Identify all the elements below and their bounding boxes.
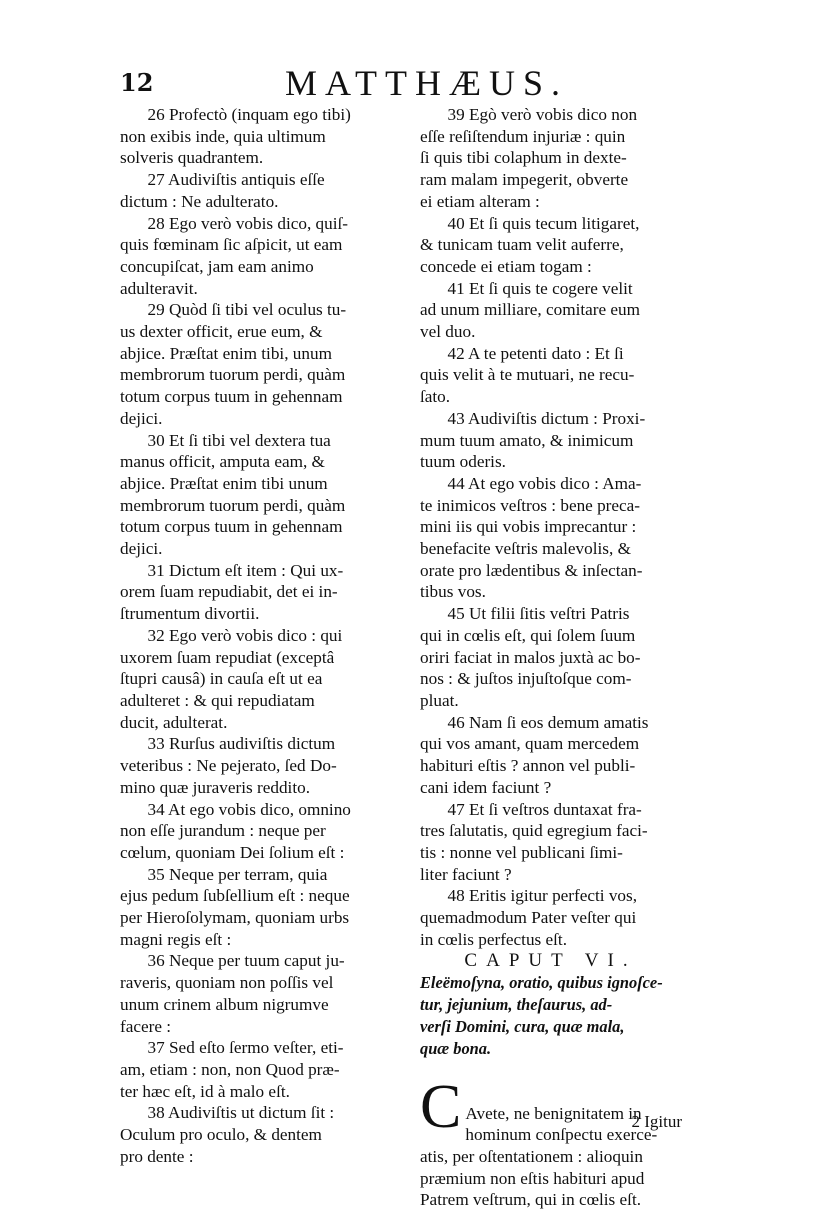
verse-47: 47 Et ſi veſtros duntaxat fra- tres ſalutatis, quid egregium faci- tis : nonne vel publicani ſimi- liter faciunt ? — [420, 799, 648, 884]
verse-48: 48 Eritis igitur perfecti vos, quemadmodum Pater veſter qui in cœlis perfectus eſt. — [420, 886, 638, 949]
verse-44: 44 At ego vobis dico : Ama- te inimicos veſtros : bene preca- mini iis qui vobis imprecantur : benefacite veſtris malevolis, & orate pro lædentibus & inſectan- tibus vos. — [420, 473, 643, 602]
page-number: 12 — [120, 68, 154, 97]
verse-28: 28 Ego verò vobis dico, quiſ- quis fœminam ſic aſpicit, ut eam concupiſcat, jam eam animo adulteravit. — [120, 213, 349, 298]
verse-37: 37 Sed eſto ſermo veſter, eti- am, etiam : non, non Quod præ- ter hæc eſt, id à malo eſt. — [120, 1038, 344, 1101]
drop-cap-initial: C — [420, 1072, 462, 1141]
chapter-opening-paragraph — [420, 1059, 681, 1211]
verse-31: 31 Dictum eſt item : Qui ux- orem ſuam repudiabit, det ei in- ſtrumentum divortii. — [120, 560, 344, 624]
verse-43: 43 Audiviſtis dictum : Proxi- mum tuum amato, & inimicum tuum oderis. — [420, 408, 646, 472]
chapter-summary: Eleëmoſyna, oratio, quibus ignoſce- tur, jejunium, theſaurus, ad- verſi Domini, cura, quæ mala, quæ bona. — [420, 973, 663, 1058]
chapter-title: CAPUT VI. — [464, 950, 637, 972]
verse-38: 38 Audiviſtis ut dictum ſit : Oculum pro oculo, & dentem pro dente : — [120, 1103, 335, 1166]
verse-42: 42 A te petenti dato : Et ſi quis velit à te mutuari, ne recu- ſato. — [420, 343, 635, 407]
verse-32: 32 Ego verò vobis dico : qui uxorem ſuam repudiat (exceptâ ſtupri causâ) in cauſa eſt ut ea adulteret : & qui repudiatam ducit, adulterat. — [120, 625, 343, 732]
verse-45: 45 Ut filii ſitis veſtri Patris qui in cœlis eſt, qui ſolem ſuum oriri faciat in malos juxtà ac bo- nos : & juſtos injuſtoſque com- pluat. — [420, 604, 641, 710]
verse-27: 27 Audiviſtis antiquis eſſe dictum : Ne adulterato. — [120, 170, 325, 211]
running-title: MATTHÆUS. — [285, 63, 569, 103]
opening-text: Avete, ne benignitatem in hominum conſpectu exerce- atis, per oſtentationem : alioquin præmium non eſtis habituri apud Patrem veſtrum, qui in cœlis eſt. — [420, 1103, 658, 1210]
page-header — [120, 62, 720, 106]
verse-40: 40 Et ſi quis tecum litigaret, & tunicam tuam velit auferre, concede ei etiam togam : — [420, 213, 640, 276]
verse-35: 35 Neque per terram, quia ejus pedum ſubſellium eſt : neque per Hieroſolymam, quoniam urbs magni regis eſt : — [120, 864, 350, 949]
verse-30: 30 Et ſi tibi vel dextera tua manus officit, amputa eam, & abjice. Præſtat enim tibi unum membrorum tuorum perdi, quàm totum corpus tuum in gehennam dejici. — [120, 430, 346, 559]
verse-46: 46 Nam ſi eos demum amatis qui vos amant, quam mercedem habituri eſtis ? annon vel publi- cani idem faciunt ? — [420, 712, 649, 797]
verse-39: 39 Egò verò vobis dico non eſſe reſiſtendum injuriæ : quin ſi quis tibi colaphum in dexte- ram malam impegerit, obverte ei etiam alteram : — [420, 105, 638, 211]
verse-33: 33 Rurſus audiviſtis dictum veteribus : Ne pejerato, ſed Do- mino quæ juraveris reddito. — [120, 734, 337, 797]
verse-36: 36 Neque per tuum caput ju- raveris, quoniam non poſſis vel unum crinem album nigrumve facere : — [120, 951, 345, 1036]
verse-29: 29 Quòd ſi tibi vel oculus tu- us dexter officit, erue eum, & abjice. Præſtat enim tibi, unum membrorum tuorum perdi, quàm totum corpus tuum in gehennam dejici. — [120, 300, 347, 428]
right-column — [420, 104, 681, 1211]
verse-41: 41 Et ſi quis te cogere velit ad unum milliare, comitare eum vel duo. — [420, 278, 641, 342]
verse-26: 26 Profectò (inquam ego tibi) non exibis inde, quia ultimum solveris quadrantem. — [120, 105, 351, 168]
verse-34: 34 At ego vobis dico, omnino non eſſe jurandum : neque per cœlum, quoniam Dei ſolium eſt : — [120, 799, 351, 862]
catchword: 2 Igitur — [631, 1112, 682, 1131]
left-column — [120, 104, 410, 1167]
